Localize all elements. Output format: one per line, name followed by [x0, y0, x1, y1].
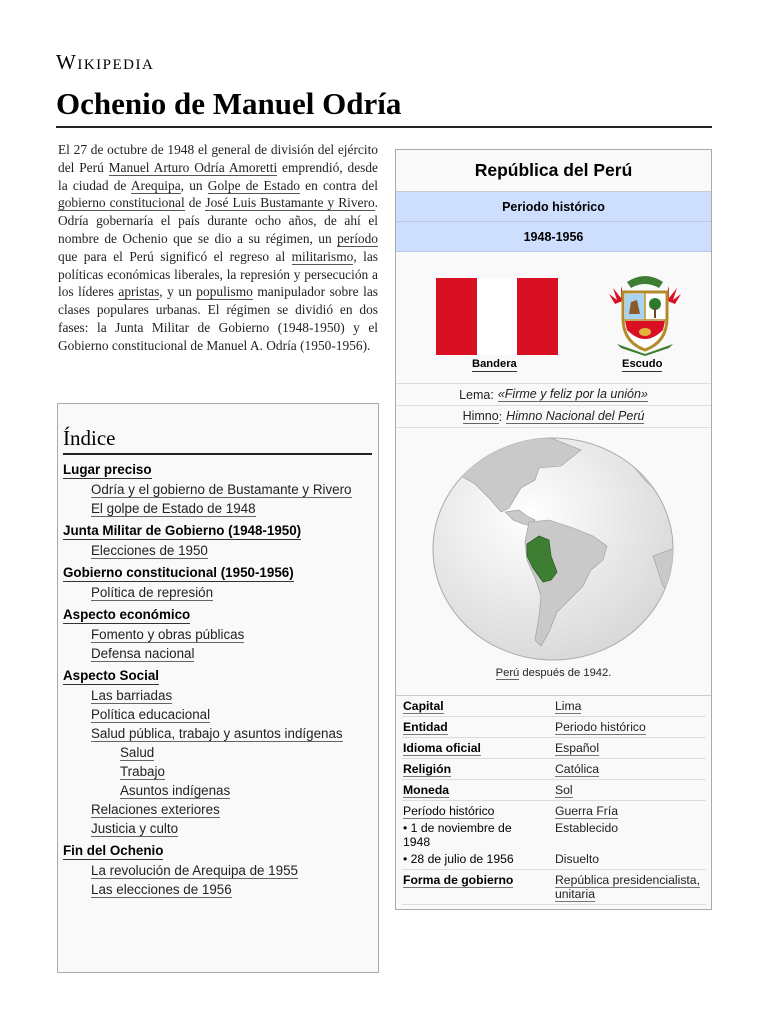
wikipedia-wordmark[interactable]: Wikipedia	[56, 50, 155, 74]
toc-item	[63, 646, 372, 662]
intro-text: en contra del	[299, 177, 378, 193]
intro-text: que para el Perú significó el regreso al	[58, 248, 292, 264]
infobox-value-link[interactable]: Periodo histórico	[555, 720, 646, 734]
infobox-subkey: • 28 de julio de 1956	[403, 852, 514, 866]
toc-item-link[interactable]: Justicia y culto	[91, 821, 179, 836]
intro-link[interactable]: gobierno constitucional	[58, 195, 185, 211]
toc-item-link[interactable]: Política de represión	[91, 585, 214, 600]
infobox-key-link[interactable]: Moneda	[403, 783, 450, 797]
toc-item-link[interactable]: La revolución de Arequipa de 1955	[91, 863, 298, 878]
toc-item-link[interactable]: Las barriadas	[91, 688, 173, 703]
motto-line: Lema : «Firme y feliz por la unión»	[396, 384, 711, 406]
toc-section-link[interactable]: Lugar preciso	[63, 462, 152, 477]
toc-item	[63, 707, 372, 723]
intro-text: , las políticas económicas liberales, la represión y persecución a los líderes	[58, 248, 378, 300]
toc-item-link[interactable]: El golpe de Estado de 1948	[91, 501, 256, 516]
toc-section-link[interactable]: Aspecto Social	[63, 668, 159, 683]
intro-text: manipulador sobre las clases populares urbanas. El régimen se dividió en dos fases: la Junta Militar de Gobierno (1948-1950) y el Gobierno constitucional de Manuel A. Odría (1950-1956).	[58, 284, 378, 353]
toc-item-link[interactable]: Salud	[120, 745, 155, 760]
infobox-key-link[interactable]: Forma de gobierno	[403, 873, 514, 887]
toc-item	[63, 482, 372, 498]
toc-item-link[interactable]: Defensa nacional	[91, 646, 195, 661]
infobox-key-link[interactable]: Período histórico	[403, 804, 495, 818]
toc-item-link[interactable]: Política educacional	[91, 707, 211, 722]
peru-flag-image[interactable]	[436, 278, 558, 355]
coat-of-arms-image[interactable]	[607, 274, 683, 356]
intro-text: emprendió, desde la ciudad de	[58, 159, 378, 193]
toc-item-link[interactable]: Asuntos indígenas	[120, 783, 231, 798]
title-divider	[56, 126, 712, 128]
toc-item	[63, 745, 372, 761]
toc-item	[63, 688, 372, 704]
intro-link[interactable]: Golpe de Estado	[207, 177, 300, 193]
infobox-row	[402, 738, 706, 759]
intro-text: , y un	[159, 284, 197, 300]
infobox-value-link[interactable]: Sol	[555, 783, 573, 797]
toc-item	[63, 863, 372, 879]
infobox-band-period: Periodo histórico	[396, 192, 711, 222]
intro-link[interactable]: Manuel Arturo Odría Amoretti	[108, 159, 278, 175]
intro-link[interactable]: Arequipa	[130, 177, 181, 193]
infobox-row	[402, 717, 706, 738]
national-symbols	[396, 252, 711, 384]
intro-text: , un	[180, 177, 208, 193]
infobox-row	[402, 780, 706, 801]
infobox-key-link[interactable]: Idioma oficial	[403, 741, 481, 755]
map-caption-link[interactable]: Perú	[495, 667, 520, 679]
toc-item	[63, 882, 372, 898]
shield-caption-link[interactable]: Escudo	[622, 358, 663, 370]
anthem-key[interactable]: Himno	[462, 409, 499, 423]
toc-item	[63, 585, 372, 601]
toc-section-link[interactable]: Junta Militar de Gobierno (1948-1950)	[63, 523, 302, 538]
infobox-rows	[396, 696, 711, 909]
toc-section-link[interactable]: Fin del Ochenio	[63, 843, 164, 858]
motto-key: Lema	[459, 387, 491, 402]
toc-title: Índice	[63, 426, 372, 455]
toc-item-link[interactable]: Trabajo	[120, 764, 165, 779]
toc-item-link[interactable]: Fomento y obras públicas	[91, 627, 245, 642]
toc-item	[63, 501, 372, 517]
infobox-row	[402, 870, 706, 905]
toc-item	[63, 821, 372, 837]
intro-paragraph	[58, 141, 378, 355]
toc-item-link[interactable]: Elecciones de 1950	[91, 543, 208, 558]
intro-link[interactable]: período	[337, 230, 378, 246]
flag-caption-link[interactable]: Bandera	[472, 358, 517, 370]
infobox-key-link[interactable]: Capital	[403, 699, 444, 713]
toc-section-link[interactable]: Gobierno constitucional (1950-1956)	[63, 565, 294, 580]
anthem-value[interactable]: Himno Nacional del Perú	[506, 409, 645, 423]
infobox-subvalue: Disuelto	[555, 852, 600, 866]
toc-item-link[interactable]: Relaciones exteriores	[91, 802, 220, 817]
orthographic-globe-map[interactable]	[431, 436, 675, 662]
infobox-subkey: • 1 de noviembre de 1948	[403, 821, 512, 849]
infobox-value-link[interactable]: Católica	[555, 762, 600, 776]
intro-link[interactable]: militarismo	[291, 248, 354, 264]
intro-text: . Odría gobernaría el país durante ocho años, de ahí el nombre de Ochenio que se dio a su régimen, un	[58, 195, 378, 246]
infobox	[395, 149, 712, 910]
infobox-row	[402, 696, 706, 717]
motto-value[interactable]: «Firme y feliz por la unión»	[497, 387, 648, 401]
intro-link[interactable]: apristas	[118, 284, 160, 300]
infobox-subrow	[402, 849, 706, 866]
toc-item-link[interactable]: Odría y el gobierno de Bustamante y Rivero	[91, 482, 352, 497]
infobox-row	[402, 759, 706, 780]
table-of-contents	[57, 403, 379, 973]
map-caption: Perú después de 1942.	[495, 667, 612, 679]
infobox-value-link[interactable]: Español	[555, 741, 600, 755]
location-map	[396, 428, 711, 696]
infobox-value-link[interactable]: República presidencialista, unitaria	[555, 873, 700, 901]
toc-item	[63, 783, 372, 799]
toc-item	[63, 543, 372, 559]
infobox-band-years: 1948-1956	[396, 222, 711, 252]
anthem-line: Himno : Himno Nacional del Perú	[396, 406, 711, 428]
infobox-value-link[interactable]: Guerra Fría	[555, 804, 618, 818]
toc-item	[63, 802, 372, 818]
intro-text: de	[184, 195, 206, 211]
infobox-subvalue: Establecido	[555, 821, 619, 835]
toc-item	[63, 627, 372, 643]
infobox-title: República del Perú	[396, 150, 711, 192]
infobox-value-link[interactable]: Lima	[555, 699, 582, 713]
intro-link[interactable]: José Luis Bustamante y Rivero	[205, 195, 375, 211]
infobox-key-link[interactable]: Entidad	[403, 720, 448, 734]
toc-item-link[interactable]: Las elecciones de 1956	[91, 882, 232, 897]
infobox-row	[402, 801, 706, 818]
page-title: Ochenio de Manuel Odría	[56, 86, 402, 121]
intro-link[interactable]: populismo	[196, 284, 253, 300]
infobox-subrow	[402, 818, 706, 849]
toc-item	[63, 726, 372, 742]
toc-section-link[interactable]: Aspecto económico	[63, 607, 191, 622]
intro-text: El 27 de octubre de 1948 el general de división del ejército del Perú	[58, 142, 378, 175]
toc-item-link[interactable]: Salud pública, trabajo y asuntos indígenas	[91, 726, 343, 741]
toc-item	[63, 764, 372, 780]
infobox-key-link[interactable]: Religión	[403, 762, 452, 776]
